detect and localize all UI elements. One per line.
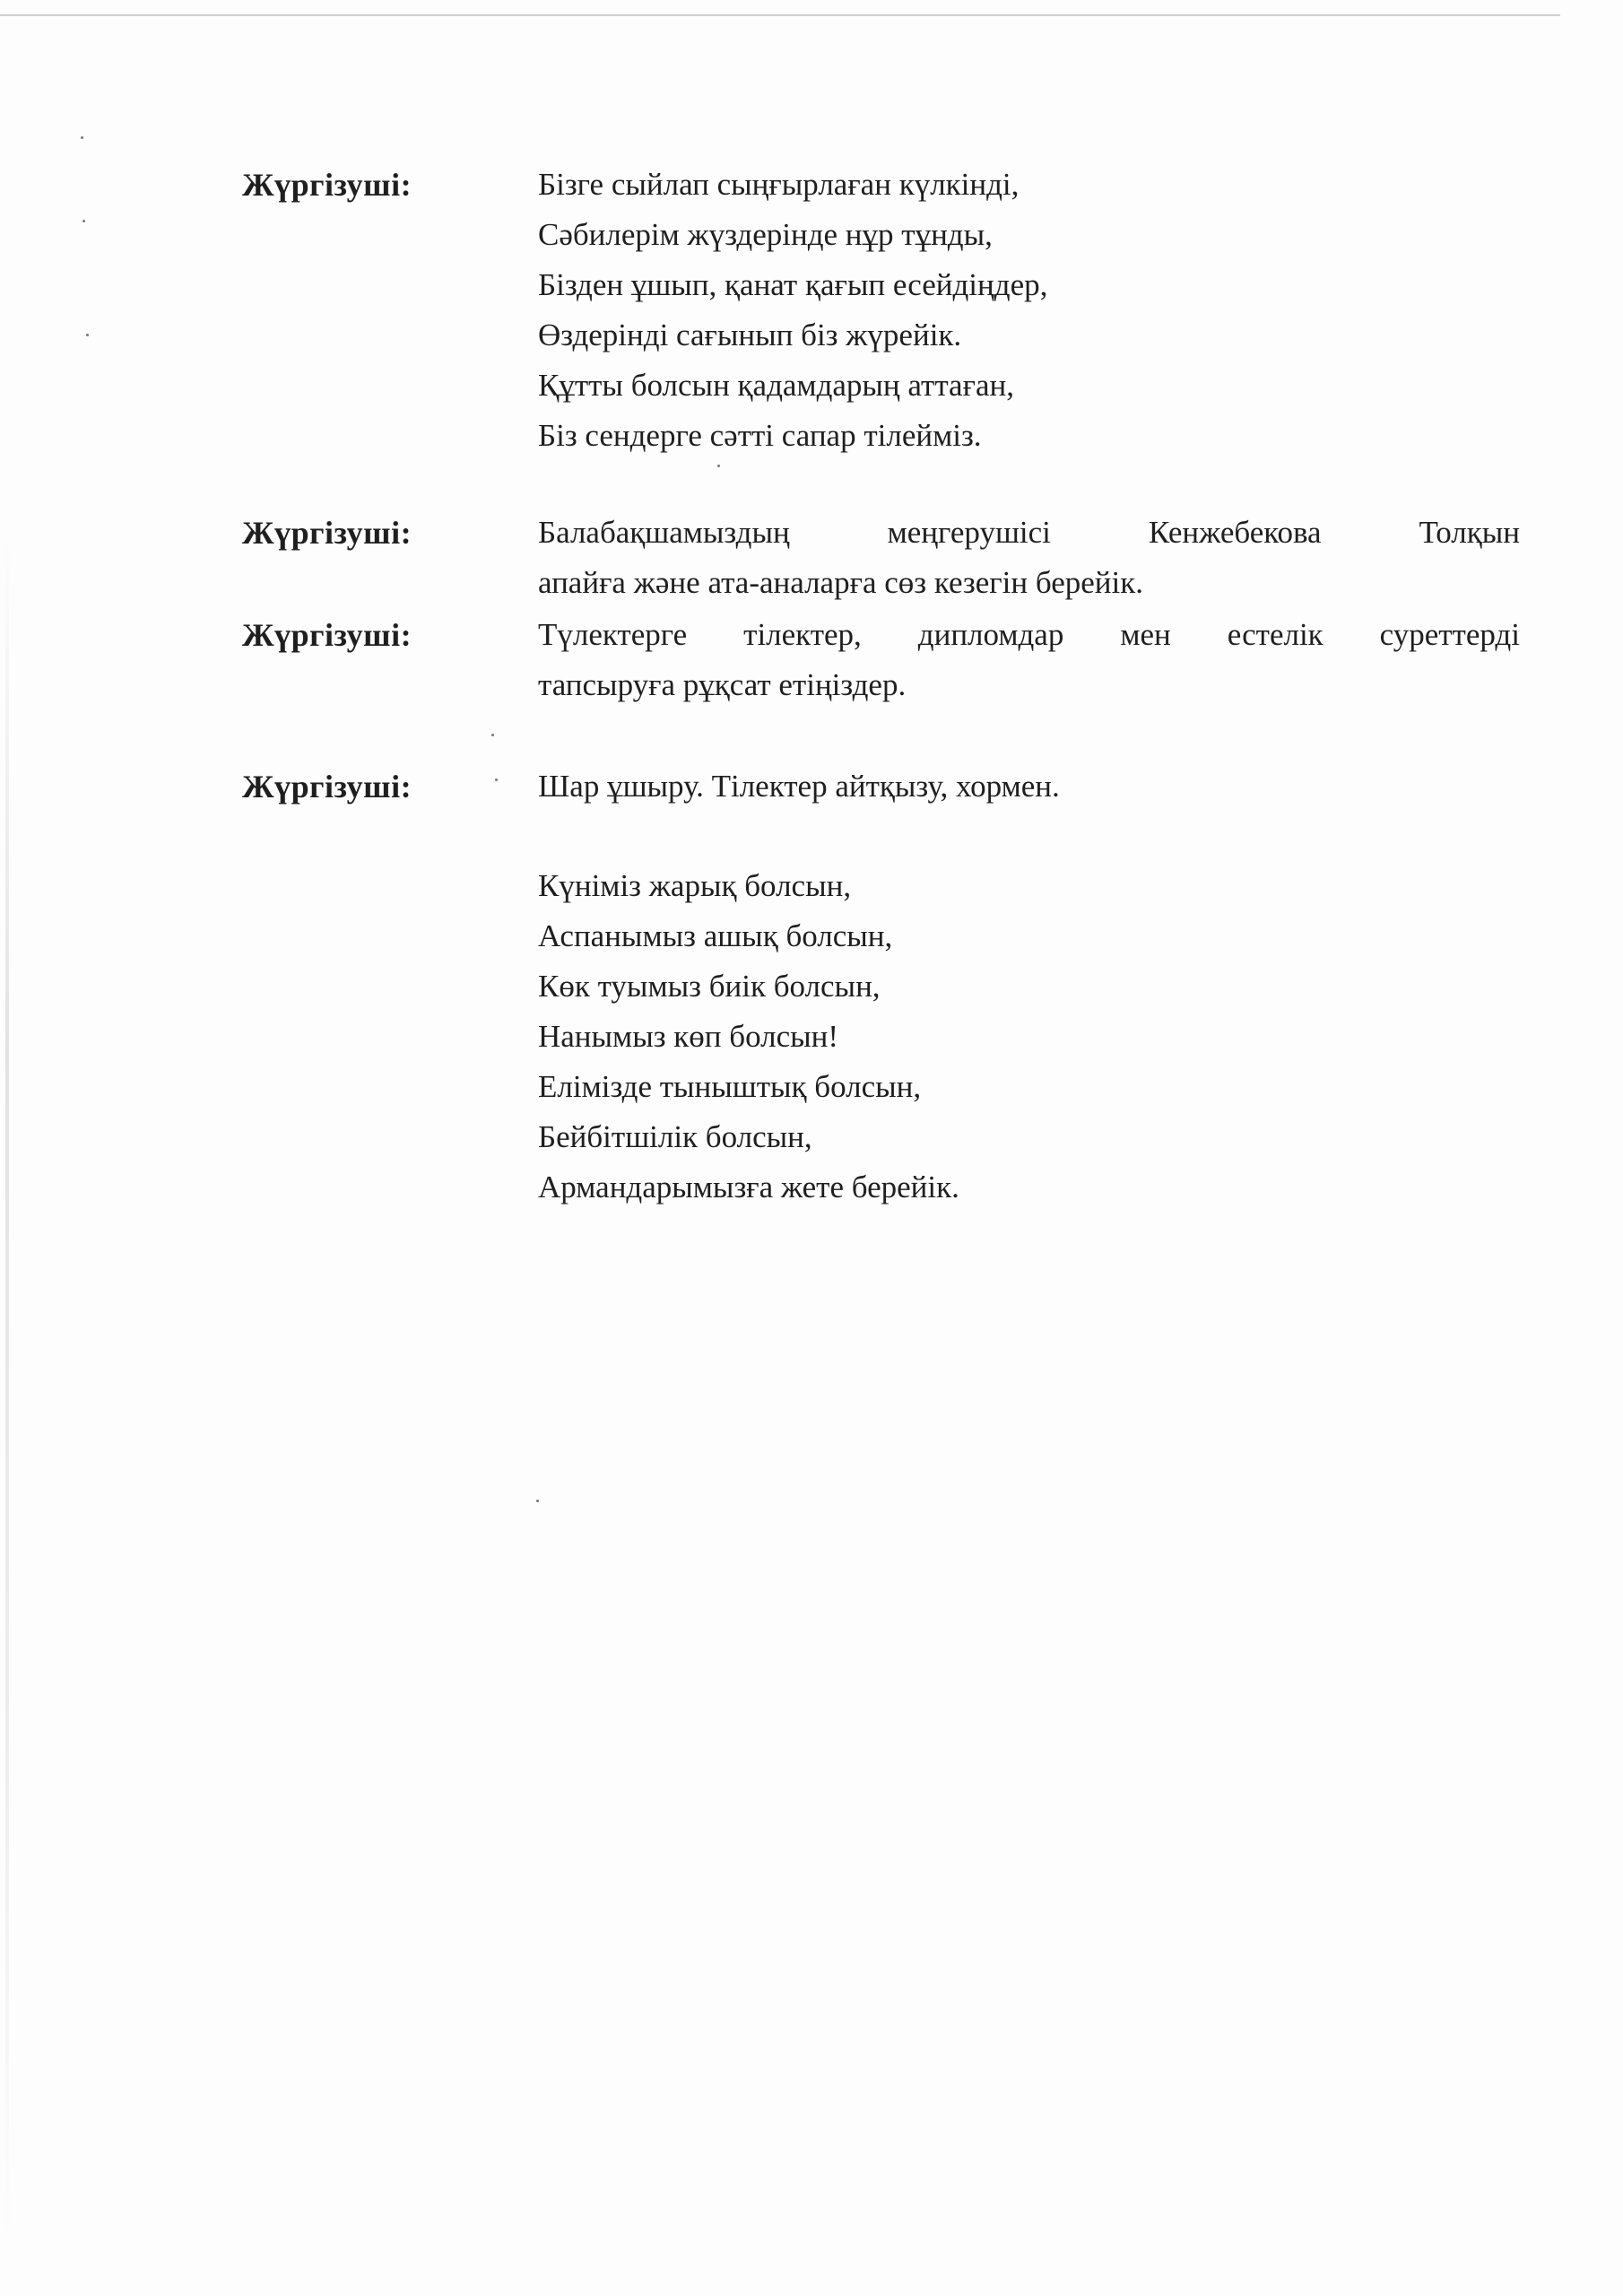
chorus-lines xyxy=(538,861,959,1213)
word: дипломдар xyxy=(917,617,1064,652)
scan-edge-line xyxy=(0,14,1560,16)
paragraph xyxy=(538,610,1520,710)
speaker-label: Жүргізуші: xyxy=(242,769,412,804)
word: Толқын xyxy=(1419,515,1520,550)
scan-speck xyxy=(495,778,498,781)
scan-speck xyxy=(717,465,720,467)
scan-speck xyxy=(86,334,89,336)
word: Балабақшамыздың xyxy=(538,515,790,550)
word: меңгерушісі xyxy=(887,515,1051,550)
verse-line: Бізге сыйлап сыңғырлаған күлкінді, xyxy=(538,167,1020,202)
verse-line: Өздерінді сағынып біз жүрейік. xyxy=(538,317,962,352)
chorus-line: Күніміз жарық болсын, xyxy=(538,868,852,903)
speaker-label: Жүргізуші: xyxy=(242,617,412,653)
paragraph-line: тапсыруға рұқсат етіңіздер. xyxy=(538,667,907,702)
word: тілектер, xyxy=(743,617,862,652)
verse-line: Құтты болсын қадамдарың аттаған, xyxy=(538,368,1014,403)
word: суреттерді xyxy=(1379,617,1520,652)
verse-line: Біз сендерге сәтті сапар тілейміз. xyxy=(538,418,982,453)
word: естелік xyxy=(1227,617,1324,652)
chorus-line: Аспанымыз ашық болсын, xyxy=(538,918,893,953)
chorus-line: Армандарымызға жете берейік. xyxy=(538,1170,959,1205)
paragraph-line: апайға және ата-аналарға сөз кезегін берейік. xyxy=(538,565,1143,600)
verse-line: Бізден ұшып, қанат қағып есейдіңдер, xyxy=(538,267,1048,302)
word: Кенжебекова xyxy=(1148,515,1322,550)
chorus-line: Көк туымыз биік болсын, xyxy=(538,969,881,1004)
chorus-line: Бейбітшілік болсын, xyxy=(538,1119,812,1154)
speaker-label: Жүргізуші: xyxy=(242,515,412,551)
chorus-line: Нанымыз көп болсын! xyxy=(538,1019,839,1054)
scan-speck xyxy=(81,136,83,139)
verse-lines xyxy=(538,160,1047,461)
scan-speck xyxy=(536,1500,539,1502)
word: мен xyxy=(1120,617,1171,652)
justified-line xyxy=(538,610,1520,660)
scan-left-shadow xyxy=(5,538,9,2242)
speaker-label: Жүргізуші: xyxy=(242,167,412,203)
word: Түлектерге xyxy=(538,617,688,652)
paragraph xyxy=(538,508,1520,608)
verse-line: Сәбилерім жүздерінде нұр тұнды, xyxy=(538,217,993,252)
instruction-line: Шар ұшыру. Тілектер айтқызу, хормен. xyxy=(538,769,1060,804)
justified-line xyxy=(538,508,1520,558)
scan-speck xyxy=(491,734,494,736)
chorus-line: Елімізде тыныштық болсын, xyxy=(538,1069,922,1104)
scan-speck xyxy=(82,220,85,222)
